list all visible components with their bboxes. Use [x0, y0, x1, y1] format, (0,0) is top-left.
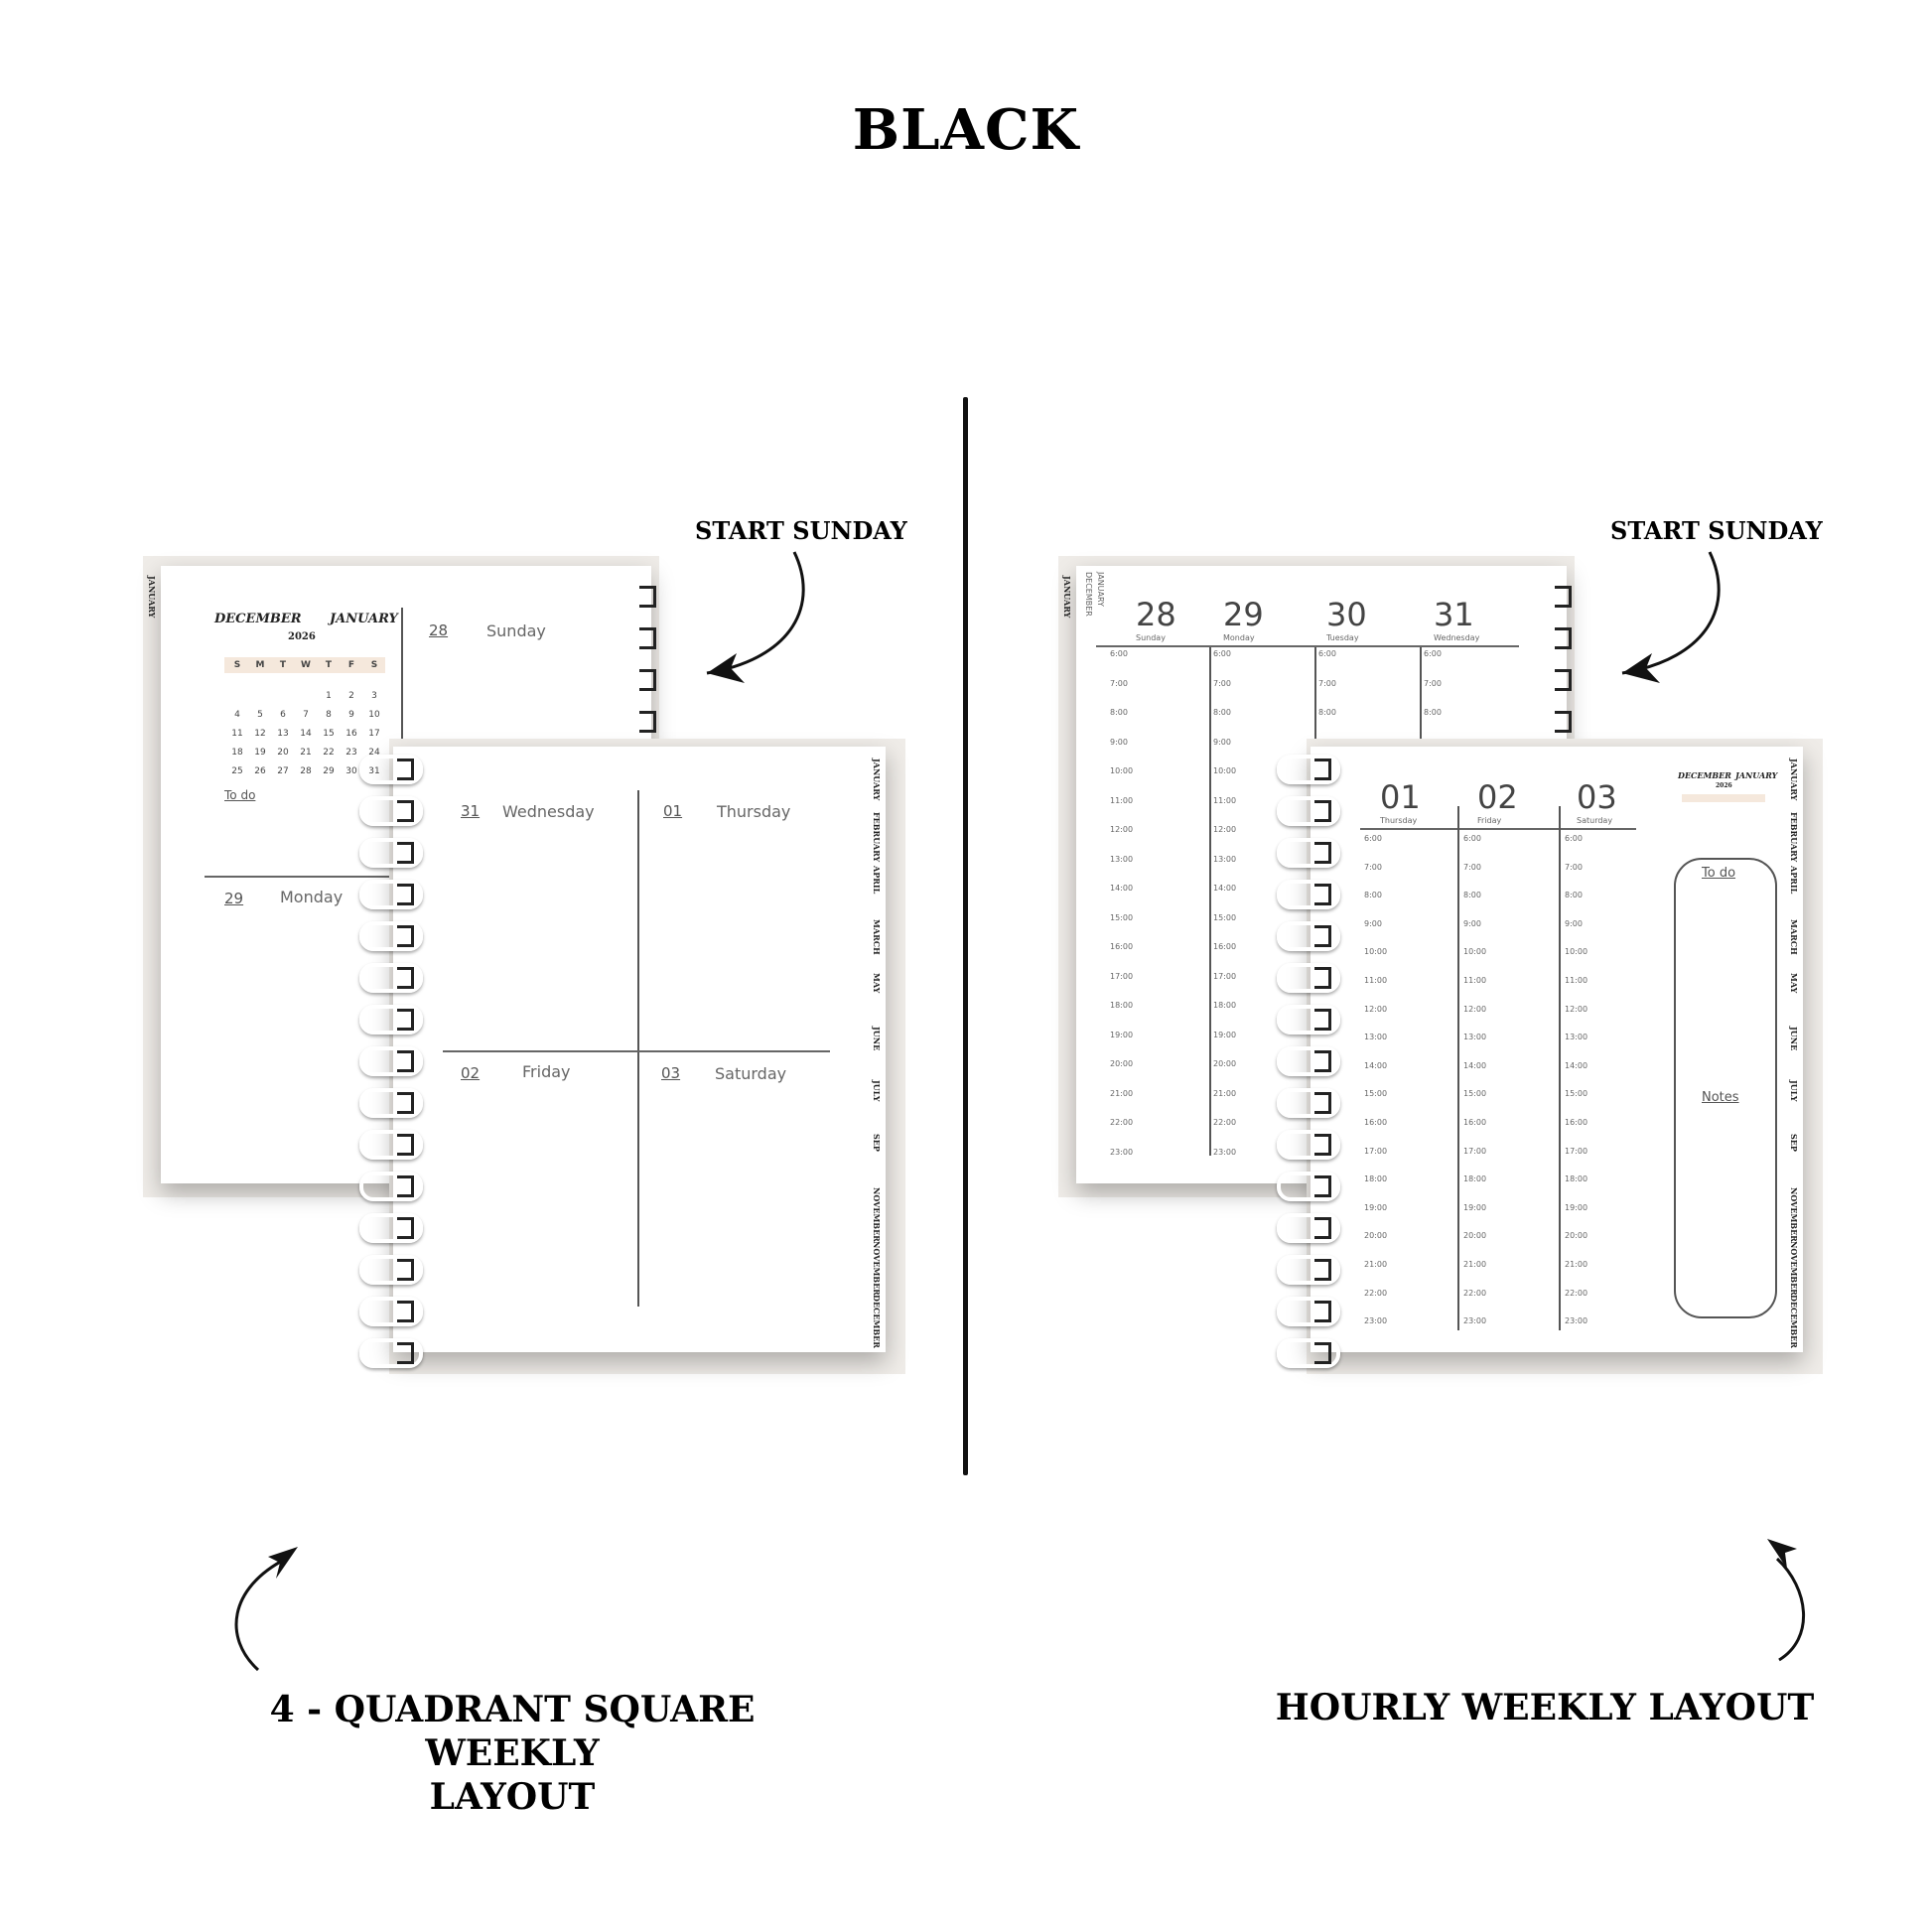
mini-date: 28	[300, 766, 312, 776]
day-name: Friday	[522, 1062, 571, 1081]
mini-date: 7	[303, 710, 309, 720]
day-name: Saturday	[715, 1064, 787, 1083]
day-number: 30	[1326, 596, 1367, 633]
time-slot: 7:00	[1318, 678, 1336, 688]
time-slot: 10:00	[1364, 947, 1388, 957]
binder-clip-icon	[1314, 1301, 1331, 1322]
binder-clip-icon	[397, 884, 414, 905]
binder-clip-icon	[397, 1050, 414, 1072]
time-slot: 18:00	[1213, 1001, 1237, 1010]
time-slot: 6:00	[1110, 649, 1128, 658]
time-slot: 8:00	[1463, 891, 1481, 900]
month-tab[interactable]: JUNE	[872, 1027, 882, 1051]
time-slot: 15:00	[1110, 912, 1134, 922]
mini-date: 14	[300, 729, 312, 739]
binder-clip-icon	[1314, 1134, 1331, 1156]
day-number: 28	[1136, 596, 1176, 633]
notes-label: Notes	[1702, 1090, 1739, 1105]
mini-date: 8	[326, 710, 332, 720]
mini-date: 29	[323, 766, 335, 776]
mini-weekday: S	[233, 660, 241, 670]
day-name: Monday	[280, 888, 344, 906]
time-slot: 6:00	[1463, 834, 1481, 843]
time-slot: 11:00	[1213, 795, 1237, 805]
time-slot: 10:00	[1463, 947, 1487, 957]
time-slot: 16:00	[1565, 1118, 1588, 1127]
time-slot: 11:00	[1463, 976, 1487, 985]
day-name: Monday	[1223, 633, 1255, 642]
header-rule	[1360, 828, 1636, 830]
time-slot: 19:00	[1110, 1030, 1134, 1039]
time-slot: 8:00	[1110, 708, 1128, 717]
time-slot: 6:00	[1318, 649, 1336, 658]
month-tab[interactable]: NOVEMBER	[1789, 1187, 1799, 1242]
right-front-page	[1311, 747, 1803, 1352]
time-slot: 8:00	[1318, 708, 1336, 717]
time-slot: 17:00	[1463, 1146, 1487, 1156]
mini-date: 10	[368, 710, 380, 720]
mini-calendar	[1682, 794, 1765, 802]
month-tab[interactable]: MARCH	[1789, 919, 1799, 955]
time-slot: 12:00	[1213, 825, 1237, 834]
time-slot: 20:00	[1213, 1059, 1237, 1068]
day-name: Tuesday	[1326, 633, 1359, 642]
mini-date: 17	[368, 729, 380, 739]
mini-weekday: S	[370, 660, 378, 670]
month-tab[interactable]: JANUARY	[872, 759, 882, 801]
time-slot: 6:00	[1213, 649, 1231, 658]
month-tab[interactable]: SEP	[872, 1134, 882, 1152]
binder-clip-icon	[1555, 586, 1572, 608]
mini-weekday: F	[347, 660, 355, 670]
day-name: Sunday	[1136, 633, 1166, 642]
time-slot: 12:00	[1364, 1004, 1388, 1014]
mini-date: 21	[300, 748, 312, 758]
time-slot: 10:00	[1213, 766, 1237, 775]
mini-date: 18	[231, 748, 243, 758]
time-slot: 21:00	[1565, 1260, 1588, 1269]
month-tab[interactable]: APRIL	[1789, 866, 1799, 895]
mini-date: 19	[254, 748, 266, 758]
spine-tab[interactable]: JANUARY	[147, 576, 157, 619]
binder-clip-icon	[1314, 925, 1331, 947]
time-slot: 8:00	[1364, 891, 1382, 900]
time-slot: 23:00	[1110, 1147, 1134, 1157]
month-tab[interactable]: MAY	[872, 973, 882, 994]
month-tab[interactable]: NOVEMBER	[872, 1187, 882, 1242]
time-slot: 22:00	[1364, 1288, 1388, 1298]
binder-clip-icon	[397, 925, 414, 947]
mini-date: 2	[348, 691, 354, 701]
mini-weekday: T	[279, 660, 287, 670]
time-slot: 8:00	[1424, 708, 1442, 717]
mini-date: 27	[277, 766, 289, 776]
day-number: 29	[1223, 596, 1264, 633]
binder-clip-icon	[397, 759, 414, 780]
day-number: 29	[224, 890, 244, 907]
time-slot: 14:00	[1463, 1060, 1487, 1070]
day-number: 01	[663, 802, 683, 820]
mini-date: 25	[231, 766, 243, 776]
mini-date: 1	[326, 691, 332, 701]
binder-clip-icon	[1555, 669, 1572, 691]
day-name: Wednesday	[1434, 633, 1480, 642]
time-slot: 17:00	[1565, 1146, 1588, 1156]
time-slot: 6:00	[1424, 649, 1442, 658]
mini-date: 13	[277, 729, 289, 739]
binder-clip-icon	[1314, 842, 1331, 864]
day-number: 03	[661, 1064, 681, 1082]
mini-date: 24	[368, 748, 380, 758]
binder-clip-icon	[397, 1134, 414, 1156]
center-divider	[963, 397, 968, 1475]
time-slot: 7:00	[1213, 678, 1231, 688]
left-callout-arrow-icon	[685, 544, 814, 683]
mini-date: 23	[345, 748, 357, 758]
column-divider	[1209, 647, 1211, 1156]
mini-weekday: W	[301, 660, 311, 670]
time-slot: 21:00	[1463, 1260, 1487, 1269]
time-slot: 18:00	[1463, 1174, 1487, 1184]
time-slot: 21:00	[1110, 1088, 1134, 1098]
time-slot: 13:00	[1110, 854, 1134, 864]
mini-month-left: DECEMBER	[1678, 770, 1731, 780]
mini-date: 16	[345, 729, 357, 739]
time-slot: 14:00	[1110, 884, 1134, 893]
time-slot: 16:00	[1110, 942, 1134, 951]
time-slot: 7:00	[1565, 862, 1583, 872]
time-slot: 17:00	[1213, 971, 1237, 981]
mini-year: 2026	[288, 631, 316, 642]
time-slot: 18:00	[1110, 1001, 1134, 1010]
day-name: Thursday	[1380, 816, 1418, 825]
time-slot: 10:00	[1110, 766, 1134, 775]
mini-date: 12	[254, 729, 266, 739]
mini-month-left: DECEMBER	[214, 612, 302, 626]
time-slot: 18:00	[1565, 1174, 1588, 1184]
day-name: Friday	[1477, 816, 1502, 825]
day-name: Thursday	[717, 802, 791, 821]
mini-date: 3	[371, 691, 377, 701]
time-slot: 13:00	[1213, 854, 1237, 864]
month-tab[interactable]: JULY	[1789, 1080, 1799, 1102]
time-slot: 7:00	[1463, 862, 1481, 872]
time-slot: 22:00	[1213, 1118, 1237, 1127]
left-caption-arrow-icon	[218, 1539, 308, 1678]
mini-date: 9	[348, 710, 354, 720]
right-caption-arrow-icon	[1757, 1529, 1837, 1668]
mini-date: 20	[277, 748, 289, 758]
time-slot: 23:00	[1213, 1147, 1237, 1157]
time-slot: 16:00	[1213, 942, 1237, 951]
time-slot: 18:00	[1364, 1174, 1388, 1184]
time-slot: 17:00	[1364, 1146, 1388, 1156]
binder-clip-icon	[397, 1009, 414, 1031]
left-caption	[195, 1688, 830, 1819]
mini-date: 22	[323, 748, 335, 758]
time-slot: 7:00	[1424, 678, 1442, 688]
mini-date: 15	[323, 729, 335, 739]
time-slot: 10:00	[1565, 947, 1588, 957]
time-slot: 15:00	[1364, 1089, 1388, 1099]
right-callout-arrow-icon	[1600, 544, 1729, 683]
time-slot: 6:00	[1364, 834, 1382, 843]
binder-clip-icon	[1314, 1175, 1331, 1197]
time-slot: 13:00	[1364, 1033, 1388, 1042]
time-slot: 12:00	[1110, 825, 1134, 834]
binder-clip-icon	[639, 711, 656, 733]
time-slot: 15:00	[1565, 1089, 1588, 1099]
binder-clip-icon	[397, 1217, 414, 1239]
corner-label: DECEMBER	[1084, 572, 1093, 617]
time-slot: 16:00	[1463, 1118, 1487, 1127]
mini-date: 5	[257, 710, 263, 720]
binder-clip-icon	[639, 669, 656, 691]
binder-clip-icon	[1314, 1217, 1331, 1239]
binder-clip-icon	[1314, 1050, 1331, 1072]
mini-date: 11	[231, 729, 243, 739]
todo-notes-box[interactable]	[1674, 858, 1777, 1318]
time-slot: 8:00	[1565, 891, 1583, 900]
binder-clip-icon	[1314, 1259, 1331, 1281]
binder-clip-icon	[397, 1092, 414, 1114]
left-caption-line1: 4 - QUADRANT SQUARE WEEKLY	[269, 1689, 756, 1774]
binder-clip-icon	[1314, 884, 1331, 905]
time-slot: 21:00	[1364, 1260, 1388, 1269]
corner-label: JANUARY	[1096, 572, 1105, 607]
month-tab[interactable]: JUNE	[1789, 1027, 1799, 1051]
binder-clip-icon	[639, 627, 656, 649]
binder-clip-icon	[397, 967, 414, 989]
time-slot: 16:00	[1364, 1118, 1388, 1127]
binder-clip-icon	[397, 842, 414, 864]
month-tab[interactable]: JULY	[872, 1080, 882, 1102]
mini-weekday: M	[255, 660, 265, 670]
day-name: Saturday	[1577, 816, 1613, 825]
day-number: 01	[1380, 778, 1421, 816]
day-name: Wednesday	[502, 802, 595, 821]
time-slot: 11:00	[1364, 976, 1388, 985]
time-slot: 12:00	[1565, 1004, 1588, 1014]
mini-date: 4	[234, 710, 240, 720]
time-slot: 9:00	[1213, 737, 1231, 747]
binder-clip-icon	[397, 1301, 414, 1322]
time-slot: 12:00	[1463, 1004, 1487, 1014]
binder-clip-icon	[397, 1175, 414, 1197]
time-slot: 14:00	[1364, 1060, 1388, 1070]
header-rule	[1096, 645, 1519, 647]
mini-year: 2026	[1716, 782, 1732, 789]
binder-clip-icon	[397, 1259, 414, 1281]
day-number: 31	[461, 802, 481, 820]
binder-clip-icon	[1555, 627, 1572, 649]
page-title: BLACK	[852, 97, 1080, 163]
time-slot: 20:00	[1364, 1231, 1388, 1241]
time-slot: 19:00	[1565, 1202, 1588, 1212]
month-tab[interactable]: NOVEMBER	[872, 1241, 882, 1296]
todo-label: To do	[224, 788, 256, 802]
month-tab[interactable]: MAY	[1789, 973, 1799, 994]
time-slot: 23:00	[1364, 1316, 1388, 1326]
mini-date: 30	[345, 766, 357, 776]
time-slot: 8:00	[1213, 708, 1231, 717]
month-tab[interactable]: FEBRUARY	[1789, 812, 1799, 863]
month-tab[interactable]: APRIL	[872, 866, 882, 895]
time-slot: 13:00	[1463, 1033, 1487, 1042]
day-number: 03	[1577, 778, 1617, 816]
binder-clip-icon	[1314, 759, 1331, 780]
time-slot: 19:00	[1463, 1202, 1487, 1212]
time-slot: 9:00	[1364, 918, 1382, 928]
left-caption-line2: LAYOUT	[429, 1776, 596, 1818]
month-tab[interactable]: FEBRUARY	[872, 812, 882, 863]
left-front-page	[393, 747, 886, 1352]
quadrant-divider-horizontal	[443, 1050, 830, 1052]
time-slot: 11:00	[1565, 976, 1588, 985]
time-slot: 23:00	[1463, 1316, 1487, 1326]
time-slot: 6:00	[1565, 834, 1583, 843]
column-divider	[1559, 806, 1561, 1330]
month-tab[interactable]: JANUARY	[1789, 759, 1799, 801]
time-slot: 20:00	[1110, 1059, 1134, 1068]
time-slot: 9:00	[1565, 918, 1583, 928]
left-callout: START SUNDAY	[695, 516, 907, 545]
time-slot: 20:00	[1565, 1231, 1588, 1241]
month-tab[interactable]: NOVEMBER	[1789, 1241, 1799, 1296]
day-number: 28	[429, 621, 449, 639]
binder-clip-icon	[1314, 1342, 1331, 1364]
time-slot: 23:00	[1565, 1316, 1588, 1326]
time-slot: 20:00	[1463, 1231, 1487, 1241]
binder-clip-icon	[397, 1342, 414, 1364]
mini-date: 31	[368, 766, 380, 776]
mini-month-right: JANUARY	[1735, 770, 1778, 780]
time-slot: 19:00	[1364, 1202, 1388, 1212]
mini-weekday: T	[325, 660, 333, 670]
month-tab[interactable]: MARCH	[872, 919, 882, 955]
time-slot: 13:00	[1565, 1033, 1588, 1042]
time-slot: 7:00	[1110, 678, 1128, 688]
divider-horizontal	[205, 876, 403, 878]
time-slot: 19:00	[1213, 1030, 1237, 1039]
binder-clip-icon	[1314, 1009, 1331, 1031]
binder-clip-icon	[397, 800, 414, 822]
day-number: 31	[1434, 596, 1474, 633]
binder-clip-icon	[1314, 967, 1331, 989]
quadrant-divider-vertical	[637, 790, 639, 1307]
time-slot: 9:00	[1110, 737, 1128, 747]
day-number: 02	[1477, 778, 1518, 816]
binder-clip-icon	[1314, 1092, 1331, 1114]
time-slot: 7:00	[1364, 862, 1382, 872]
time-slot: 22:00	[1565, 1288, 1588, 1298]
right-callout: START SUNDAY	[1610, 516, 1823, 545]
time-slot: 14:00	[1565, 1060, 1588, 1070]
mini-month-right: JANUARY	[330, 612, 398, 626]
month-tab[interactable]: DECEMBER	[872, 1295, 882, 1348]
day-number: 02	[461, 1064, 481, 1082]
month-tab[interactable]: SEP	[1789, 1134, 1799, 1152]
todo-label: To do	[1702, 866, 1736, 881]
time-slot: 15:00	[1463, 1089, 1487, 1099]
column-divider	[1457, 806, 1459, 1330]
time-slot: 22:00	[1463, 1288, 1487, 1298]
month-tab[interactable]: DECEMBER	[1789, 1295, 1799, 1348]
binder-clip-icon	[639, 586, 656, 608]
mini-date: 6	[280, 710, 286, 720]
day-name: Sunday	[486, 621, 546, 640]
time-slot: 17:00	[1110, 971, 1134, 981]
time-slot: 21:00	[1213, 1088, 1237, 1098]
mini-date: 26	[254, 766, 266, 776]
time-slot: 9:00	[1463, 918, 1481, 928]
time-slot: 22:00	[1110, 1118, 1134, 1127]
time-slot: 11:00	[1110, 795, 1134, 805]
time-slot: 15:00	[1213, 912, 1237, 922]
binder-clip-icon	[1555, 711, 1572, 733]
right-caption: HOURLY WEEKLY LAYOUT	[1275, 1687, 1815, 1728]
spine-tab[interactable]: JANUARY	[1062, 576, 1072, 619]
binder-clip-icon	[1314, 800, 1331, 822]
time-slot: 14:00	[1213, 884, 1237, 893]
